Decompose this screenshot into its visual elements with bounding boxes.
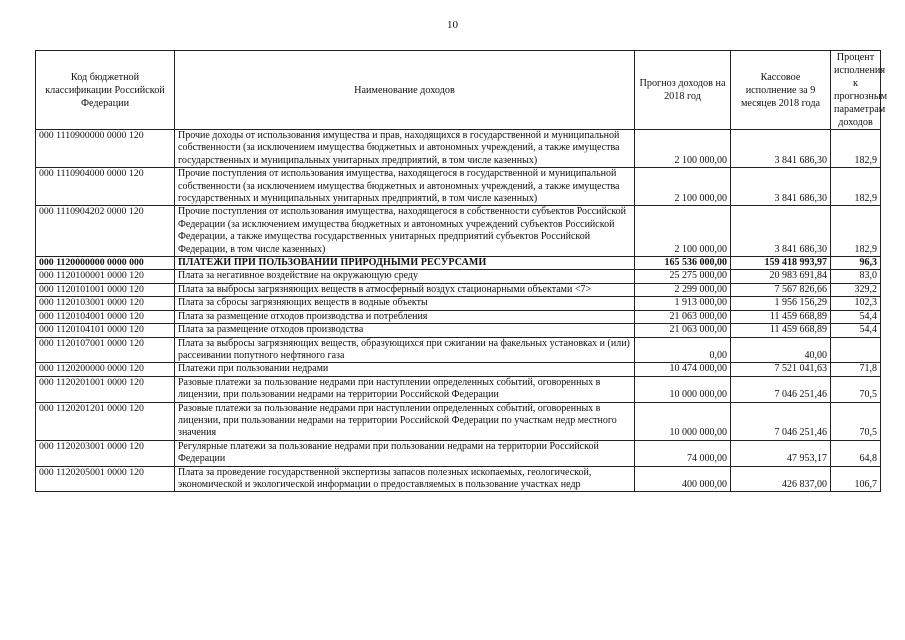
cell-cash: 159 418 993,97 — [731, 257, 831, 270]
cell-code: 000 1110904000 0000 120 — [36, 168, 175, 206]
cell-cash: 1 956 156,29 — [731, 297, 831, 310]
table-row — [36, 310, 881, 323]
cell-forecast: 2 100 000,00 — [635, 130, 731, 168]
cell-forecast: 25 275 000,00 — [635, 270, 731, 283]
cell-code: 000 1120000000 0000 000 — [36, 257, 175, 270]
cell-forecast: 2 299 000,00 — [635, 283, 731, 296]
cell-forecast: 2 100 000,00 — [635, 168, 731, 206]
cell-cash: 7 046 251,46 — [731, 402, 831, 440]
cell-name: Прочие поступления от использования имущества, находящегося в государственной и муниципальной собственности (за исключением имущества бюджетных и автономных учреждений, а также имущества государственных и муниципальных унитарных предприятий, в том числе казенных) — [175, 168, 635, 206]
cell-code: 000 1120101001 0000 120 — [36, 283, 175, 296]
cell-percent: 71,8 — [831, 363, 881, 376]
cell-cash: 7 567 826,66 — [731, 283, 831, 296]
cell-name: Плата за размещение отходов производства и потребления — [175, 310, 635, 323]
cell-name: Плата за сбросы загрязняющих веществ в водные объекты — [175, 297, 635, 310]
cell-name: Регулярные платежи за пользование недрами при пользовании недрами на территории Российской Федерации — [175, 440, 635, 466]
cell-name: Платежи при пользовании недрами — [175, 363, 635, 376]
table-row — [36, 363, 881, 376]
table-row — [36, 337, 881, 363]
cell-forecast: 165 536 000,00 — [635, 257, 731, 270]
cell-percent: 54,4 — [831, 324, 881, 337]
cell-name: Плата за негативное воздействие на окружающую среду — [175, 270, 635, 283]
cell-percent: 329,2 — [831, 283, 881, 296]
cell-cash: 40,00 — [731, 337, 831, 363]
cell-name: Разовые платежи за пользование недрами при наступлении определенных событий, оговоренных в лицензии, при пользовании недрами на территории Российской Федерации — [175, 376, 635, 402]
cell-forecast: 1 913 000,00 — [635, 297, 731, 310]
header-forecast: Прогноз доходов на 2018 год — [635, 51, 731, 130]
cell-name: Разовые платежи за пользование недрами при наступлении определенных событий, оговоренных в лицензии, при пользовании недрами на территории Российской Федерации по участкам недр местного значения — [175, 402, 635, 440]
cell-code: 000 1120107001 0000 120 — [36, 337, 175, 363]
cell-percent: 54,4 — [831, 310, 881, 323]
cell-forecast: 10 474 000,00 — [635, 363, 731, 376]
cell-percent: 70,5 — [831, 376, 881, 402]
table-row — [36, 297, 881, 310]
table-row — [36, 270, 881, 283]
header-cash: Кассовое исполнение за 9 месяцев 2018 года — [731, 51, 831, 130]
table-row — [36, 402, 881, 440]
cell-name: Плата за выбросы загрязняющих веществ в атмосферный воздух стационарными объектами <7> — [175, 283, 635, 296]
cell-cash: 11 459 668,89 — [731, 310, 831, 323]
cell-percent: 83,0 — [831, 270, 881, 283]
cell-name: Плата за проведение государственной экспертизы запасов полезных ископаемых, геологической, экономической и экологической информации о предоставляемых в пользование участках недр — [175, 466, 635, 492]
cell-code: 000 1120201201 0000 120 — [36, 402, 175, 440]
cell-code: 000 1120100001 0000 120 — [36, 270, 175, 283]
cell-code: 000 1120104001 0000 120 — [36, 310, 175, 323]
revenue-table — [35, 50, 888, 492]
table-row — [36, 324, 881, 337]
cell-forecast: 2 100 000,00 — [635, 206, 731, 257]
cell-forecast: 74 000,00 — [635, 440, 731, 466]
cell-percent: 64,8 — [831, 440, 881, 466]
cell-name: Плата за размещение отходов производства — [175, 324, 635, 337]
cell-forecast: 400 000,00 — [635, 466, 731, 492]
table-row — [36, 168, 881, 206]
cell-cash: 426 837,00 — [731, 466, 831, 492]
cell-cash: 47 953,17 — [731, 440, 831, 466]
cell-name: Плата за выбросы загрязняющих веществ, образующихся при сжигании на факельных установках и (или) рассеивании попутного нефтяного газа — [175, 337, 635, 363]
cell-forecast: 10 000 000,00 — [635, 402, 731, 440]
cell-code: 000 1120203001 0000 120 — [36, 440, 175, 466]
cell-name: ПЛАТЕЖИ ПРИ ПОЛЬЗОВАНИИ ПРИРОДНЫМИ РЕСУРСАМИ — [175, 257, 635, 270]
header-code: Код бюджетной классификации Российской Федерации — [36, 51, 175, 130]
cell-percent: 182,9 — [831, 130, 881, 168]
cell-cash: 7 046 251,46 — [731, 376, 831, 402]
cell-code: 000 1120104101 0000 120 — [36, 324, 175, 337]
cell-cash: 3 841 686,30 — [731, 168, 831, 206]
table-header-row — [36, 51, 881, 130]
cell-code: 000 1120200000 0000 120 — [36, 363, 175, 376]
cell-code: 000 1110900000 0000 120 — [36, 130, 175, 168]
cell-code: 000 1120201001 0000 120 — [36, 376, 175, 402]
cell-percent: 70,5 — [831, 402, 881, 440]
cell-cash: 7 521 041,63 — [731, 363, 831, 376]
table-row — [36, 376, 881, 402]
cell-percent: 182,9 — [831, 168, 881, 206]
cell-percent: 106,7 — [831, 466, 881, 492]
cell-percent: 182,9 — [831, 206, 881, 257]
table-row — [36, 440, 881, 466]
table-row — [36, 206, 881, 257]
page-number: 10 — [447, 19, 458, 31]
cell-forecast: 21 063 000,00 — [635, 324, 731, 337]
cell-cash: 11 459 668,89 — [731, 324, 831, 337]
header-name: Наименование доходов — [175, 51, 635, 130]
cell-name: Прочие доходы от использования имущества и прав, находящихся в государственной и муниципальной собственности (за исключением имущества бюджетных и автономных учреждений, а также имущества государственных и муниципальных унитарных предприятий, в том числе казенных) — [175, 130, 635, 168]
cell-code: 000 1120103001 0000 120 — [36, 297, 175, 310]
cell-cash: 3 841 686,30 — [731, 130, 831, 168]
header-percent: Процент исполнения к прогнозным параметрам доходов — [831, 51, 881, 130]
table-body — [36, 130, 881, 492]
table-row — [36, 283, 881, 296]
table-row — [36, 257, 881, 270]
cell-forecast: 0,00 — [635, 337, 731, 363]
cell-cash: 3 841 686,30 — [731, 206, 831, 257]
cell-cash: 20 983 691,84 — [731, 270, 831, 283]
cell-forecast: 10 000 000,00 — [635, 376, 731, 402]
cell-name: Прочие поступления от использования имущества, находящегося в собственности субъектов Российской Федерации (за исключением имущества бюджетных и автономных учреждений субъектов Российской Федерации, а также имущества государственных унитарных предприятий субъектов Российской Федерации, в том числе казенных) — [175, 206, 635, 257]
cell-percent: 102,3 — [831, 297, 881, 310]
table-row — [36, 130, 881, 168]
cell-code: 000 1110904202 0000 120 — [36, 206, 175, 257]
cell-percent: 96,3 — [831, 257, 881, 270]
cell-code: 000 1120205001 0000 120 — [36, 466, 175, 492]
cell-percent — [831, 337, 881, 363]
cell-forecast: 21 063 000,00 — [635, 310, 731, 323]
table-row — [36, 466, 881, 492]
